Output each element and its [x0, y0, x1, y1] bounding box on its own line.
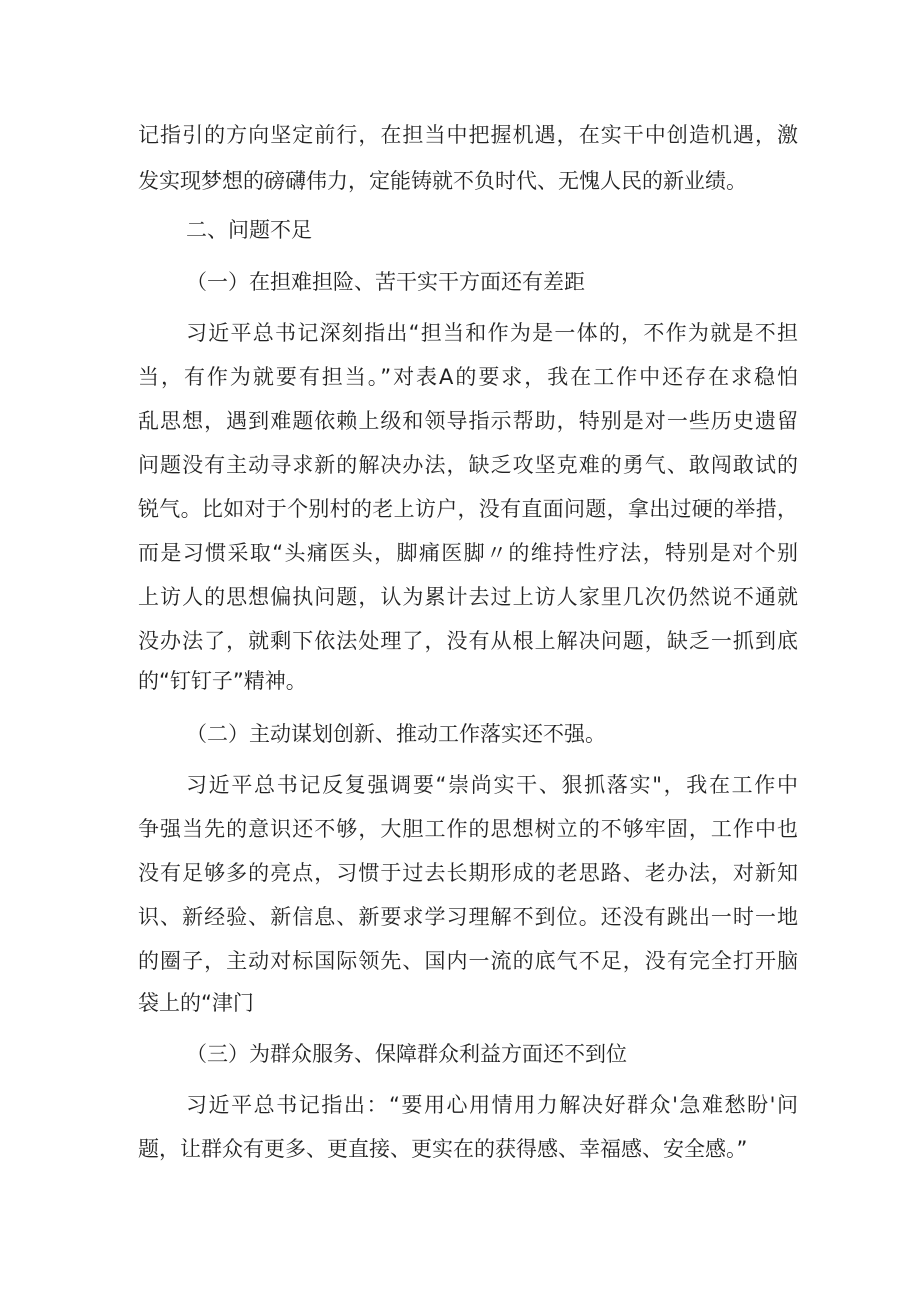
subsection-1-line-8: 没办法了，就剩下依法处理了，没有从根上解决问题，缺乏一抓到底	[138, 629, 798, 653]
subsection-2-line-6: 袋上的“津门	[138, 991, 254, 1015]
section-title: 二、问题不足	[186, 218, 312, 242]
subsection-1-line-3: 乱思想，遇到难题依赖上级和领导指示帮助，特别是对一些历史遗留	[138, 409, 798, 433]
subsection-1-line-1: 习近平总书记深刻指出“担当和作为是一体的，不作为就是不担	[186, 321, 798, 345]
subsection-2-line-5: 的圈子，主动对标国际领先、国内一流的底气不足，没有完全打开脑	[138, 949, 798, 973]
subsection-2-line-2: 争强当先的意识还不够，大胆工作的思想树立的不够牢固，工作中也	[138, 817, 798, 841]
intro-line-2: 发实现梦想的磅礴伟力，定能铸就不负时代、无愧人民的新业绩。	[138, 169, 747, 193]
subsection-1-line-4: 问题没有主动寻求新的解决办法，缺乏攻坚克难的勇气、敢闯敢试的	[138, 453, 798, 477]
subsection-1-line-2: 当，有作为就要有担当。”对表A的要求，我在工作中还存在求稳怕	[138, 365, 798, 389]
subsection-2-line-4: 识、新经验、新信息、新要求学习理解不到位。还没有跳出一时一地	[138, 905, 798, 929]
subsection-3-title: （三）为群众服务、保障群众利益方面还不到位	[186, 1042, 627, 1066]
subsection-1-line-5: 锐气。比如对于个别村的老上访户，没有直面问题，拿出过硬的举措，	[138, 497, 798, 521]
intro-line-1: 记指引的方向坚定前行，在担当中把握机遇，在实干中创造机遇，激	[138, 123, 798, 147]
subsection-1-title: （一）在担难担险、苦干实干方面还有差距	[186, 270, 585, 294]
subsection-1-line-6: 而是习惯采取“头痛医头，脚痛医脚〃的维持性疗法，特别是对个别	[138, 541, 798, 565]
subsection-2-line-3: 没有足够多的亮点，习惯于过去长期形成的老思路、老办法，对新知	[138, 861, 798, 885]
subsection-2-line-1: 习近平总书记反复强调要“崇尚实干、狠抓落实"，我在工作中	[186, 773, 798, 797]
subsection-3-line-2: 题，让群众有更多、更直接、更实在的获得感、幸福感、安全感。”	[138, 1137, 748, 1161]
subsection-3-line-1: 习近平总书记指出：“要用心用情用力解决好群众'急难愁盼'问	[186, 1093, 798, 1117]
subsection-1-line-7: 上访人的思想偏执问题，认为累计去过上访人家里几次仍然说不通就	[138, 585, 798, 609]
subsection-1-line-9: 的“钉钉子”精神。	[138, 669, 307, 693]
subsection-2-title: （二）主动谋划创新、推动工作落实还不强。	[186, 722, 606, 746]
